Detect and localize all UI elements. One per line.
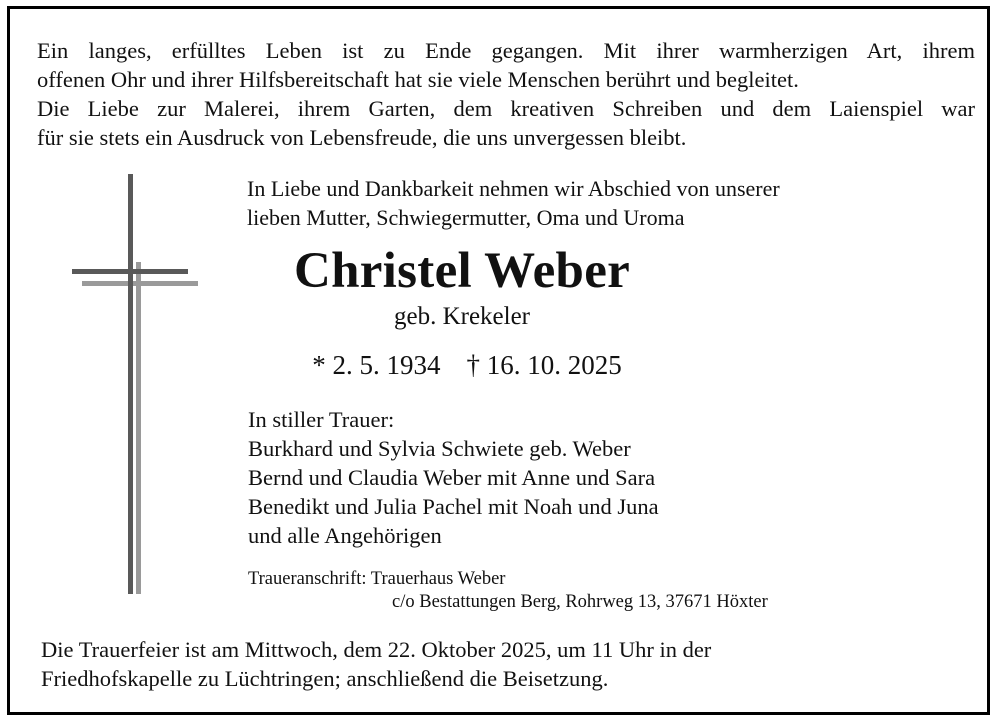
cross-vertical-light-bar (136, 262, 141, 594)
cross-vertical-dark-bar (128, 174, 133, 594)
mourners-list (248, 405, 659, 550)
birth-date: * 2. 5. 1934 (312, 350, 441, 380)
intro-line: offenen Ohr und ihrer Hilfsbereitschaft hat sie viele Menschen berührt und begleitet. (37, 67, 799, 92)
mourners-heading: In stiller Trauer: (248, 407, 395, 432)
deceased-name: Christel Weber (293, 243, 631, 299)
mourner-entry: und alle Angehörigen (248, 523, 442, 548)
farewell-line: lieben Mutter, Schwiegermutter, Oma und Uroma (247, 205, 685, 230)
maiden-name: geb. Krekeler (393, 303, 531, 330)
farewell-line: In Liebe und Dankbarkeit nehmen wir Abschied von unserer (247, 176, 780, 201)
cross-icon (72, 174, 202, 594)
life-dates (248, 347, 686, 383)
mourner-entry: Burkhard und Sylvia Schwiete geb. Weber (248, 436, 631, 461)
cross-horizontal-light-bar (82, 281, 198, 286)
intro-line: für sie stets ein Ausdruck von Lebensfreude, die uns unvergessen bleibt. (37, 125, 687, 150)
ceremony-line: Friedhofskapelle zu Lüchtringen; anschließend die Beisetzung. (41, 666, 609, 691)
address-line: c/o Bestattungen Berg, Rohrweg 13, 37671 Höxter (392, 592, 768, 612)
intro-line: Ein langes, erfülltes Leben ist zu Ende gegangen. Mit ihrer warmherzigen Art, ihrem (37, 38, 975, 63)
farewell-text (247, 174, 780, 232)
ceremony-line: Die Trauerfeier ist am Mittwoch, dem 22. Oktober 2025, um 11 Uhr in der (41, 637, 712, 662)
mourning-address (248, 568, 768, 614)
death-date: † 16. 10. 2025 (466, 350, 622, 380)
cross-horizontal-dark-bar (72, 269, 188, 274)
mourner-entry: Bernd und Claudia Weber mit Anne und Sara (248, 465, 656, 490)
address-line: Traueranschrift: Trauerhaus Weber (248, 569, 506, 589)
intro-text (37, 36, 975, 152)
ceremony-info (41, 635, 711, 693)
intro-line: Die Liebe zur Malerei, ihrem Garten, dem kreativen Schreiben und dem Laienspiel war (37, 96, 975, 121)
obituary-notice (7, 6, 990, 715)
mourner-entry: Benedikt und Julia Pachel mit Noah und Juna (248, 494, 659, 519)
